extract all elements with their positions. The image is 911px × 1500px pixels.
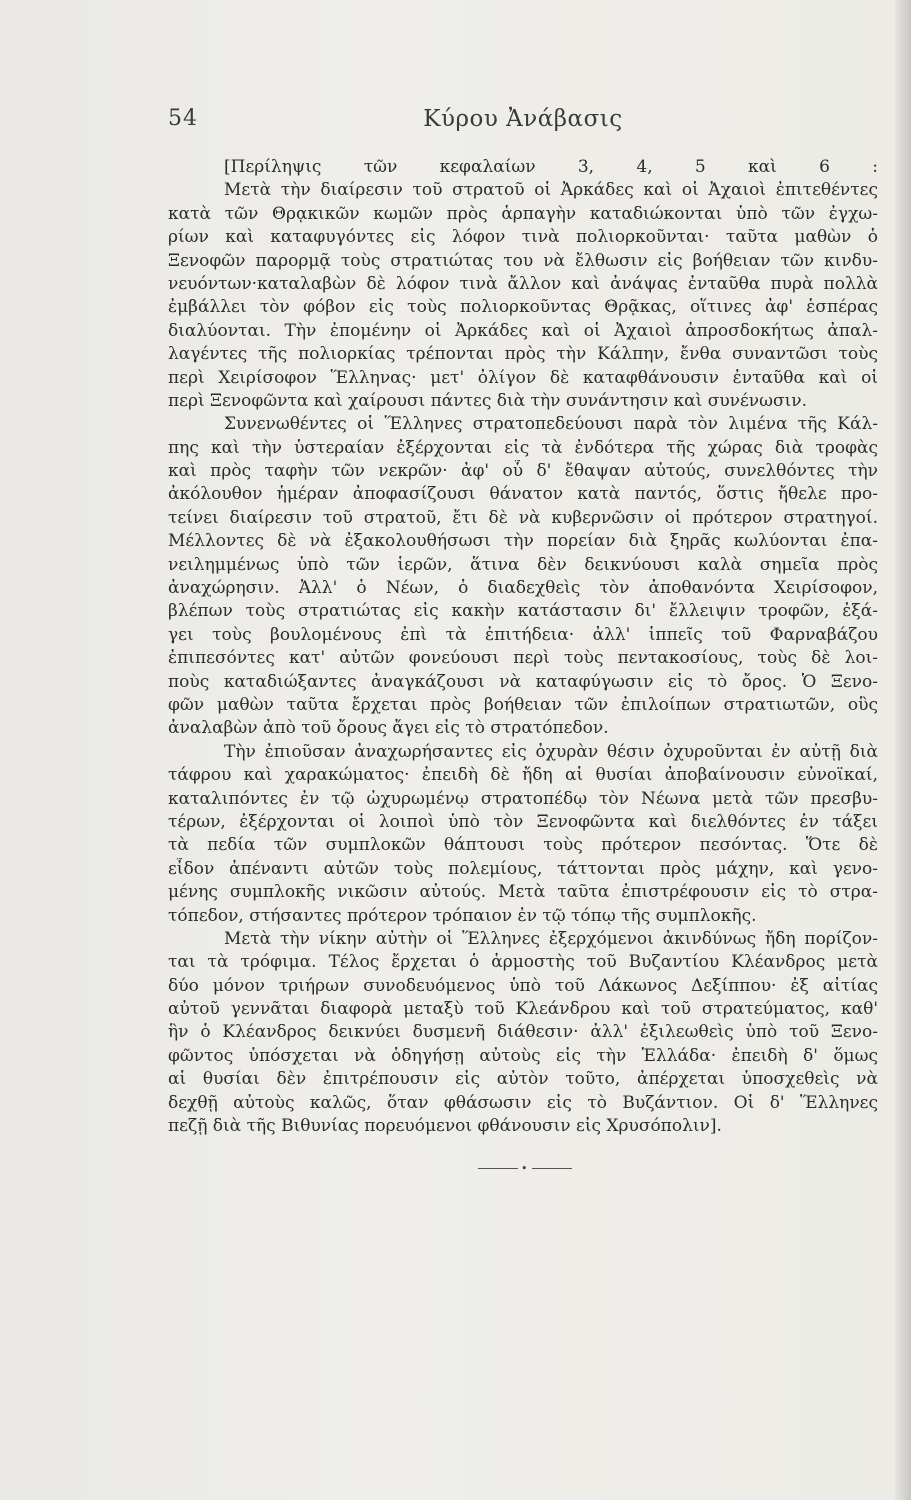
text-line: ἐπιπεσόντες κατ' αὐτῶν φονεύουσι περὶ τοὺς πεντακοσίους, τοὺς δὲ λοι- xyxy=(168,648,878,669)
text-line: τόπεδον, στήσαντες πρότερον τρόπαιον ἐν τῷ τόπῳ τῆς συμπλοκῆς. xyxy=(168,905,757,926)
text-line: περὶ Χειρίσοφον Ἕλληνας· μετ' ὀλίγον δὲ καταφθάνουσιν ἐνταῦθα καὶ οἱ xyxy=(168,367,878,388)
page-edge xyxy=(895,0,911,1500)
text-line: βλέπων τοὺς στρατιώτας εἰς κακὴν κατάστασιν δι' ἔλλειψιν τροφῶν, ἐξά- xyxy=(168,601,878,622)
text-line: νειλημμένως ὑπὸ τῶν ἱερῶν, ἅτινα δὲν δεικνύουσι καλὰ σημεῖα πρὸς xyxy=(168,554,878,575)
text-line: ται τὰ τρόφιμα. Τέλος ἔρχεται ὁ ἁρμοστὴς τοῦ Βυζαντίου Κλέανδρος μετὰ xyxy=(168,952,878,973)
text-line: Μετὰ τὴν νίκην αὐτὴν οἱ Ἕλληνες ἐξερχόμενοι ἀκινδύνως ἤδη πορίζον- xyxy=(224,928,878,949)
text-line: ρίων καὶ καταφυγόντες εἰς λόφον τινὰ πολιορκοῦνται· ταῦτα μαθὼν ὁ xyxy=(168,227,878,248)
text-line: γει τοὺς βουλομένους ἐπὶ τὰ ἐπιτήδεια· ἀλλ' ἱππεῖς τοῦ Φαρναβάζου xyxy=(168,624,878,645)
separator-rule-left xyxy=(478,1168,518,1169)
section-separator xyxy=(478,1164,572,1174)
text-line: περὶ Ξενοφῶντα καὶ χαίρουσι πάντες διὰ τὴν συνάντησιν καὶ συνένωσιν. xyxy=(168,390,808,411)
text-line: κατὰ τῶν Θρᾳκικῶν κωμῶν πρὸς ἁρπαγὴν καταδιώκονται ὑπὸ τῶν ἐγχω- xyxy=(168,203,878,224)
text-line: τέρων, ἐξέρχονται οἱ λοιποὶ ὑπὸ τὸν Ξενοφῶντα καὶ διελθόντες ἐν τάξει xyxy=(168,811,878,832)
text-line: ποὺς καταδιώξαντες ἀναγκάζουσι νὰ καταφύγωσιν εἰς τὸ ὄρος. Ὁ Ξενο- xyxy=(168,671,878,692)
text-line: ἀναλαβὼν ἀπὸ τοῦ ὄρους ἄγει εἰς τὸ στρατόπεδον. xyxy=(168,718,609,739)
text-line: [Περίληψις τῶν κεφαλαίων 3, 4, 5 καὶ 6 : xyxy=(224,157,878,177)
summary-text xyxy=(168,156,878,1138)
text-line: δύο μόνον τριήρων συνοδευόμενος ὑπὸ τοῦ Λάκωνος Δεξίππου· ἐξ αἰτίας xyxy=(168,975,878,996)
text-line: μένης συμπλοκῆς νικῶσιν αὐτούς. Μετὰ ταῦτα ἐπιστρέφουσιν εἰς τὸ στρα- xyxy=(168,882,878,903)
text-line: ἐμβάλλει τὸν φόβον εἰς τοὺς πολιορκοῦντας Θρᾷκας, οἵτινες ἀφ' ἑσπέρας xyxy=(168,297,878,318)
text-line: τάφρου καὶ χαρακώματος· ἐπειδὴ δὲ ἤδη αἱ θυσίαι ἀποβαίνουσιν εὐνοϊκαί, xyxy=(168,765,878,786)
text-line: ἀκόλουθον ἡμέραν ἀποφασίζουσι θάνατον κατὰ παντός, ὅστις ἤθελε προ- xyxy=(168,484,878,505)
running-title: Κύρου Ἀνάβασις xyxy=(423,106,623,132)
text-line: ἣν ὁ Κλέανδρος δεικνύει δυσμενῆ διάθεσιν· ἀλλ' ἐξιλεωθεὶς ὑπὸ τοῦ Ξενο- xyxy=(168,1022,878,1043)
text-line: δεχθῇ αὐτοὺς καλῶς, ὅταν φθάσωσιν εἰς τὸ Βυζάντιον. Οἱ δ' Ἕλληνες xyxy=(168,1092,878,1113)
text-line: πεζῇ διὰ τῆς Βιθυνίας πορευόμενοι φθάνουσιν εἰς Χρυσόπολιν]. xyxy=(168,1116,722,1137)
text-line: ἀναχώρησιν. Ἀλλ' ὁ Νέων, ὁ διαδεχθεὶς τὸν ἀποθανόντα Χειρίσοφον, xyxy=(168,578,878,599)
text-line: φῶν μαθὼν ταῦτα ἔρχεται πρὸς βοήθειαν τῶν ἐπιλοίπων στρατιωτῶν, οὓς xyxy=(168,694,878,715)
text-line: λαγέντες τῆς πολιορκίας τρέπονται πρὸς τὴν Κάλπην, ἔνθα συναντῶσι τοὺς xyxy=(168,344,878,365)
text-line: αὐτοῦ γεννᾶται διαφορὰ μεταξὺ τοῦ Κλεάνδρου καὶ τοῦ στρατεύματος, καθ' xyxy=(168,999,878,1020)
text-line: Μέλλοντες δὲ νὰ ἐξακολουθήσωσι τὴν πορείαν διὰ ξηρᾶς κωλύονται ἐπα- xyxy=(168,531,878,552)
text-line: εἶδον ἀπέναντι αὐτῶν τοὺς πολεμίους, τάττονται πρὸς μάχην, καὶ γενο- xyxy=(168,858,878,879)
text-line: νευόντων·καταλαβὼν δὲ λόφον τινὰ ἄλλον καὶ ἀνάψας ἐνταῦθα πυρὰ πολλὰ xyxy=(168,273,878,294)
separator-rule-right xyxy=(532,1168,572,1169)
text-line: φῶντος ὑπόσχεται νὰ ὁδηγήσῃ αὐτοὺς εἰς τὴν Ἑλλάδα· ἐπειδὴ δ' ὅμως xyxy=(168,1045,878,1066)
text-line: Τὴν ἐπιοῦσαν ἀναχωρήσαντες εἰς ὀχυρὰν θέσιν ὀχυροῦνται ἐν αὐτῇ διὰ xyxy=(224,741,878,762)
page-header xyxy=(168,106,878,146)
text-line: καταλιπόντες ἐν τῷ ὠχυρωμένῳ στρατοπέδῳ τὸν Νέωνα μετὰ τῶν πρεσβυ- xyxy=(168,788,878,809)
page-number: 54 xyxy=(168,106,198,131)
text-line: καὶ πρὸς ταφὴν τῶν νεκρῶν· ἀφ' οὗ δ' ἔθαψαν αὐτούς, συνελθόντες τὴν xyxy=(168,461,878,482)
text-line: διαλύονται. Τὴν ἐπομένην οἱ Ἀρκάδες καὶ οἱ Ἀχαιοὶ ἀπροσδοκήτως ἀπαλ- xyxy=(168,320,878,341)
text-line: αἱ θυσίαι δὲν ἐπιτρέπουσιν εἰς αὐτὸν τοῦτο, ἀπέρχεται ὑποσχεθεὶς νὰ xyxy=(168,1069,878,1090)
text-line: Ξενοφῶν παρορμᾷ τοὺς στρατιώτας του νὰ ἔλθωσιν εἰς βοήθειαν τῶν κινδυ- xyxy=(168,250,878,271)
text-line: πης καὶ τὴν ὑστεραίαν ἐξέρχονται εἰς τὰ ἐνδότερα τῆς χώρας διὰ τροφὰς xyxy=(168,437,878,458)
text-line: Συνενωθέντες οἱ Ἕλληνες στρατοπεδεύουσι παρὰ τὸν λιμένα τῆς Κάλ- xyxy=(224,414,878,435)
separator-ornament: • xyxy=(521,1162,528,1175)
text-line: τείνει διαίρεσιν τοῦ στρατοῦ, ἔτι δὲ νὰ κυβερνῶσιν οἱ πρότερον στρατηγοί. xyxy=(168,507,878,528)
text-line: τὰ πεδία τῶν συμπλοκῶν θάπτουσι τοὺς πρότερον πεσόντας. Ὅτε δὲ xyxy=(168,835,878,856)
text-line: Μετὰ τὴν διαίρεσιν τοῦ στρατοῦ οἱ Ἀρκάδες καὶ οἱ Ἀχαιοὶ ἐπιτεθέντες xyxy=(224,180,878,201)
